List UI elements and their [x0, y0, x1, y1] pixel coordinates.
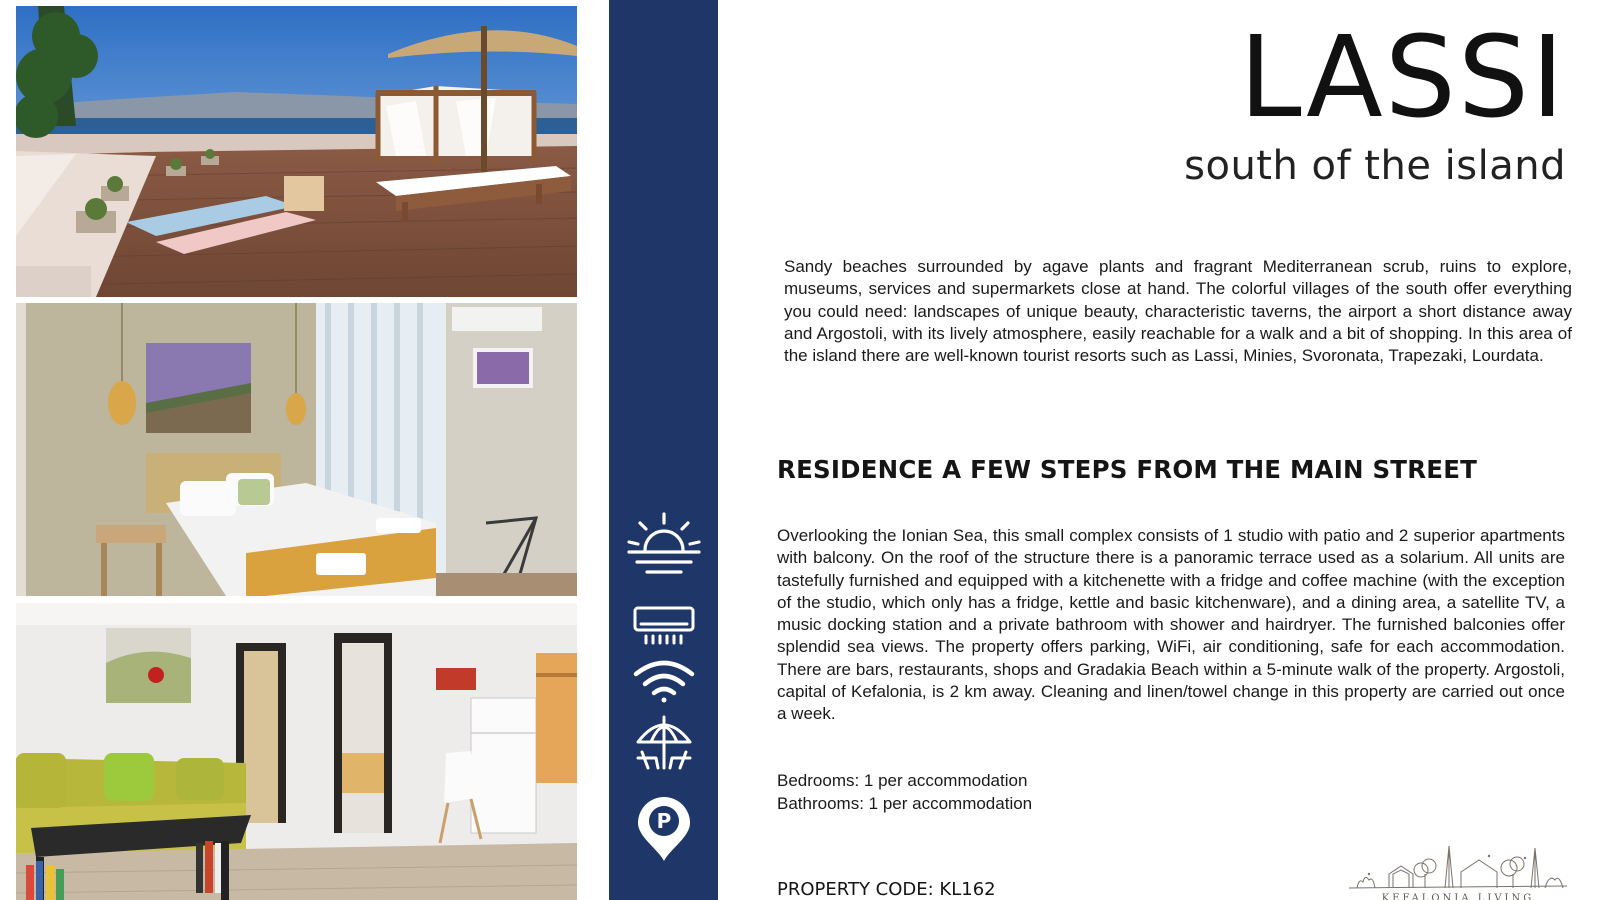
property-code-text: PROPERTY CODE: KL162 [777, 879, 996, 900]
room-facts [777, 770, 1032, 815]
photo-rooftop-terrace [16, 6, 577, 297]
intro-paragraph: Sandy beaches surrounded by agave plants and fragrant Mediterranean scrub, ruins to explore, museums, services and supermarkets close at hand. The colorful villages of the south offer everything you could need: landscapes of unique beauty, characteristic taverns, the airport a short distance away and Argostoli, with its lively atmosphere, easily reachable for a walk and a bit of shopping. In this area of the island there are well-known tourist resorts such as Lassi, Minies, Svoronata, Trapezaki, Lourdata. [784, 257, 1572, 366]
kefalonia-living-logo [1349, 844, 1567, 900]
beach-umbrella-icon [609, 714, 718, 772]
wifi-icon [609, 658, 718, 704]
bathrooms-fact: Bathrooms: 1 per accommodation [777, 793, 1033, 813]
residence-heading: RESIDENCE A FEW STEPS FROM THE MAIN STREET [777, 455, 1478, 484]
sunrise-icon [609, 512, 718, 578]
logo-text: KEFALONIA LIVING [1381, 893, 1535, 900]
page-title: LASSI [1239, 13, 1566, 143]
photo-bedroom [16, 303, 577, 596]
property-code [777, 879, 996, 900]
amenities-band [609, 0, 718, 900]
photo-living-room [16, 603, 577, 900]
air-conditioner-icon [609, 606, 718, 646]
svg-text:P: P [656, 809, 671, 833]
page-subtitle: south of the island [1184, 143, 1566, 189]
residence-description: Overlooking the Ionian Sea, this small complex consists of 1 studio with patio and 2 superior apartments with balcony. On the roof of the structure there is a panoramic terrace used as a solarium. All units are tastefully furnished and equipped with a kitchenette with a fridge and coffee machine (with the exception of the studio, which only has a fridge, kettle and basic kitchenware), and a dining area, a satellite TV, a music docking station and a private bathroom with shower and hairdryer. The furnished balconies offer splendid sea views. The property offers parking, WiFi, air conditioning, safe for each accommodation. There are bars, restaurants, shops and Gradakia Beach within a 5-minute walk of the property. Argostoli, capital of Kefalonia, is 2 km away. Cleaning and linen/towel change in this property are carried out once a week. [777, 526, 1565, 724]
bedrooms-fact: Bedrooms: 1 per accommodation [777, 771, 1028, 790]
parking-pin-icon [609, 797, 718, 863]
